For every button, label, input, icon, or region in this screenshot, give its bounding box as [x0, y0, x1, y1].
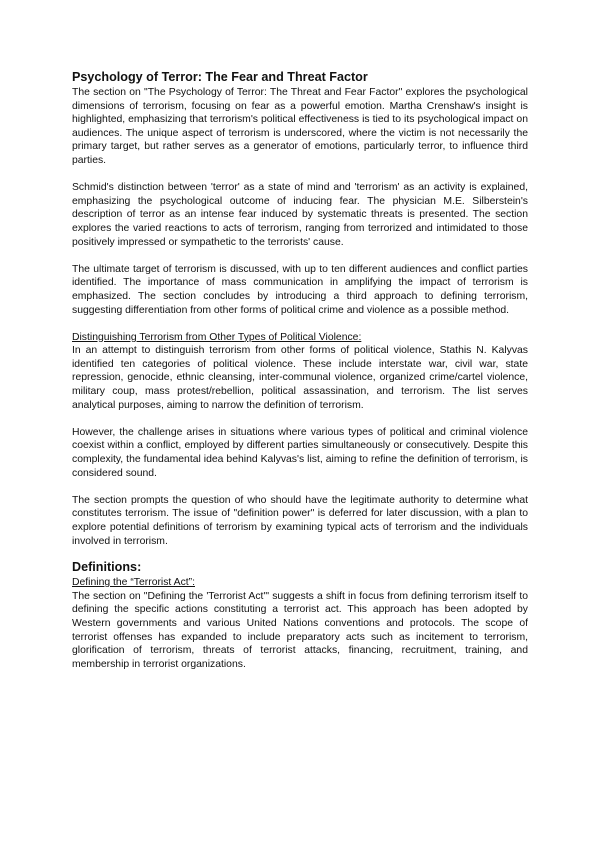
page-title: Psychology of Terror: The Fear and Threat Factor — [72, 70, 368, 84]
paragraph: In an attempt to distinguish terrorism from other forms of political violence, Stathis N. Kalyvas identified ten categories of political violence. These include interstate war, civil war, state repression, genocide, ethnic cleansing, inter-communal violence, organized crime/cartel violence, military coup, mass protest/rebellion, political assassination, and terrorism. The list serves analytical purposes, aiming to narrow the definition of terrorism. — [72, 345, 528, 411]
paragraph: However, the challenge arises in situations where various types of political and criminal violence coexist within a conflict, employed by different parties simultaneously or consecutively. Despite this complexity, the fundamental idea behind Kalyvas's list, aiming to refine the definition of terrorism, is considered sound. — [72, 426, 528, 479]
document-page — [72, 70, 528, 671]
paragraph: The section on "The Psychology of Terror: The Threat and Fear Factor" explores the psychological dimensions of terrorism, focusing on fear as a powerful emotion. Martha Crenshaw's insight is highlighted, emphasizing that terrorism's political effectiveness is tied to its psychological impact on audiences. The unique aspect of terrorism is underscored, where the victim is not necessarily the primary target, but rather serves as a generator of emotions, particularly terror, to influence third parties. — [72, 87, 528, 166]
section-heading: Definitions: — [72, 560, 142, 575]
paragraph: The ultimate target of terrorism is discussed, with up to ten different audiences and conflict parties identified. The importance of mass communication in amplifying the impact of terrorism is emphasized. The section concludes by introducing a third approach to defining terrorism, suggesting differentiation from other forms of political crime and violence as a possible method. — [72, 263, 528, 316]
paragraph: The section prompts the question of who should have the legitimate authority to determine what constitutes terrorism. The issue of "definition power" is deferred for later discussion, with a plan to explore potential definitions of terrorism by examining typical acts of terrorism and the individuals involved in terrorism. — [72, 494, 528, 547]
paragraph: The section on "Defining the 'Terrorist Act'" suggests a shift in focus from defining terrorism itself to defining the specific actions constituting a terrorist act. This approach has been adopted by Western governments and various United Nations conventions and protocols. The scope of terrorist offenses has expanded to include preparatory acts such as incitement to terrorism, glorification of terrorism, threats of terrorist attacks, financing, recruitment, training, and membership in terrorist organizations. — [72, 590, 528, 670]
paragraph: Schmid's distinction between 'terror' as a state of mind and 'terrorism' as an activity is explained, emphasizing the psychological outcome of inducing fear. The physician M.E. Silberstein's description of terror as an intense fear induced by systematic threats is presented. The section explores the varied reactions to acts of terrorism, ranging from terrorized and intimidated to those positively impressed or sympathetic to the terrorists' cause. — [72, 182, 528, 248]
subheading: Distinguishing Terrorism from Other Types of Political Violence: — [72, 331, 362, 343]
subheading: Defining the “Terrorist Act”: — [72, 577, 195, 589]
